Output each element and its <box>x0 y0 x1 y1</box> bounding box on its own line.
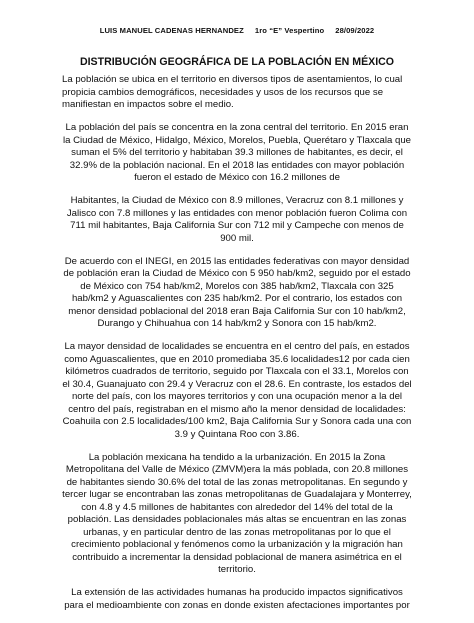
paragraph-intro: La población se ubica en el territorio en diversos tipos de asentamientos, lo cual propicia cambios demográficos, necesidades y usos de los recursos que se manifiestan en impactos sobre el medio. <box>62 74 403 110</box>
document-body <box>62 74 412 623</box>
author-header: LUIS MANUEL CADENAS HERNANDEZ 1ro “E” Vespertino 28/09/2022 <box>99 26 375 35</box>
paragraph-inegi-density: De acuerdo con el INEGI, en 2015 las entidades federativas con mayor densidad de población eran la Ciudad de México con 5 950 hab/km2, seguido por el estado de México con 754 hab/km2, Morelos con 385 hab/km2, Tlaxcala con 325 hab/km2 y Aguascalientes con 235 hab/km2. Por el contrario, los estados con menor densidad poblacional del 2018 eran Baja California Sur con 10 hab/km2, Durango y Chihuahua con 14 hab/km2 y Sonora con 15 hab/km2. <box>63 255 411 329</box>
paragraph-locality-density: La mayor densidad de localidades se encuentra en el centro del país, en estados como Aguascalientes, que en 2010 promediaba 35.6 localidades12 por cada cien kilómetros cuadrados de territorio, seguido por Tlaxcala con el 33.1, Morelos con el 30.4, Guanajuato con 29.4 y Veracruz con el 28.6. En contraste, los estados del norte del país, con los mayores territorios y con una ocupación menor a la del centro del país, registraban en el mismo año la menor densidad de localidades: Coahuila con 2.5 localidades/100 km2, Baja California Sur y Sonora cada una con 3.9 y Quintana Roo con 3.86. <box>62 341 412 440</box>
paragraph-central-population: La población del país se concentra en la zona central del territorio. En 2015 eran la Ciudad de México, Hidalgo, México, Morelos, Puebla, Querétaro y Tlaxcala que suman el 5% del territorio y habitaban 39.3 millones de habitantes, es decir, el 32.9% de la población nacional. En el 2018 las entidades con mayor población fueron el estado de México con 16.2 millones de <box>62 122 412 183</box>
paragraph-entity-population: Habitantes, la Ciudad de México con 8.9 millones, Veracruz con 8.1 millones y Jalisco con 7.8 millones y las entidades con menor población fueron Colima con 711 mil habitantes, Baja California Sur con 712 mil y Campeche con menos de 900 mil. <box>66 195 408 244</box>
document-title: DISTRIBUCIÓN GEOGRÁFICA DE LA POBLACIÓN EN MÉXICO <box>79 56 395 68</box>
paragraph-urbanization: La población mexicana ha tendido a la urbanización. En 2015 la Zona Metropolitana del Valle de México (ZMVM)era la más poblada, con 20.8 millones de habitantes siendo 30.6% del total de las zonas metropolitanas. En segundo y tercer lugar se encontraban las zonas metropolitanas de Guadalajara y Monterrey, con 4.8 y 4.5 millones de habitantes con alrededor del 14% del total de la población. Las densidades poblacionales más altas se encuentran en las zonas urbanas, y en particular dentro de las zonas metropolitanas por lo que el crecimiento poblacional y fenómenos como la urbanización y la migración han contribuido a incrementar la densidad poblacional de manera asimétrica en el territorio. <box>62 451 412 575</box>
paragraph-environment: La extensión de las actividades humanas ha producido impactos significativos para el medioambiente con zonas en donde existen afectaciones importantes por <box>64 587 410 611</box>
